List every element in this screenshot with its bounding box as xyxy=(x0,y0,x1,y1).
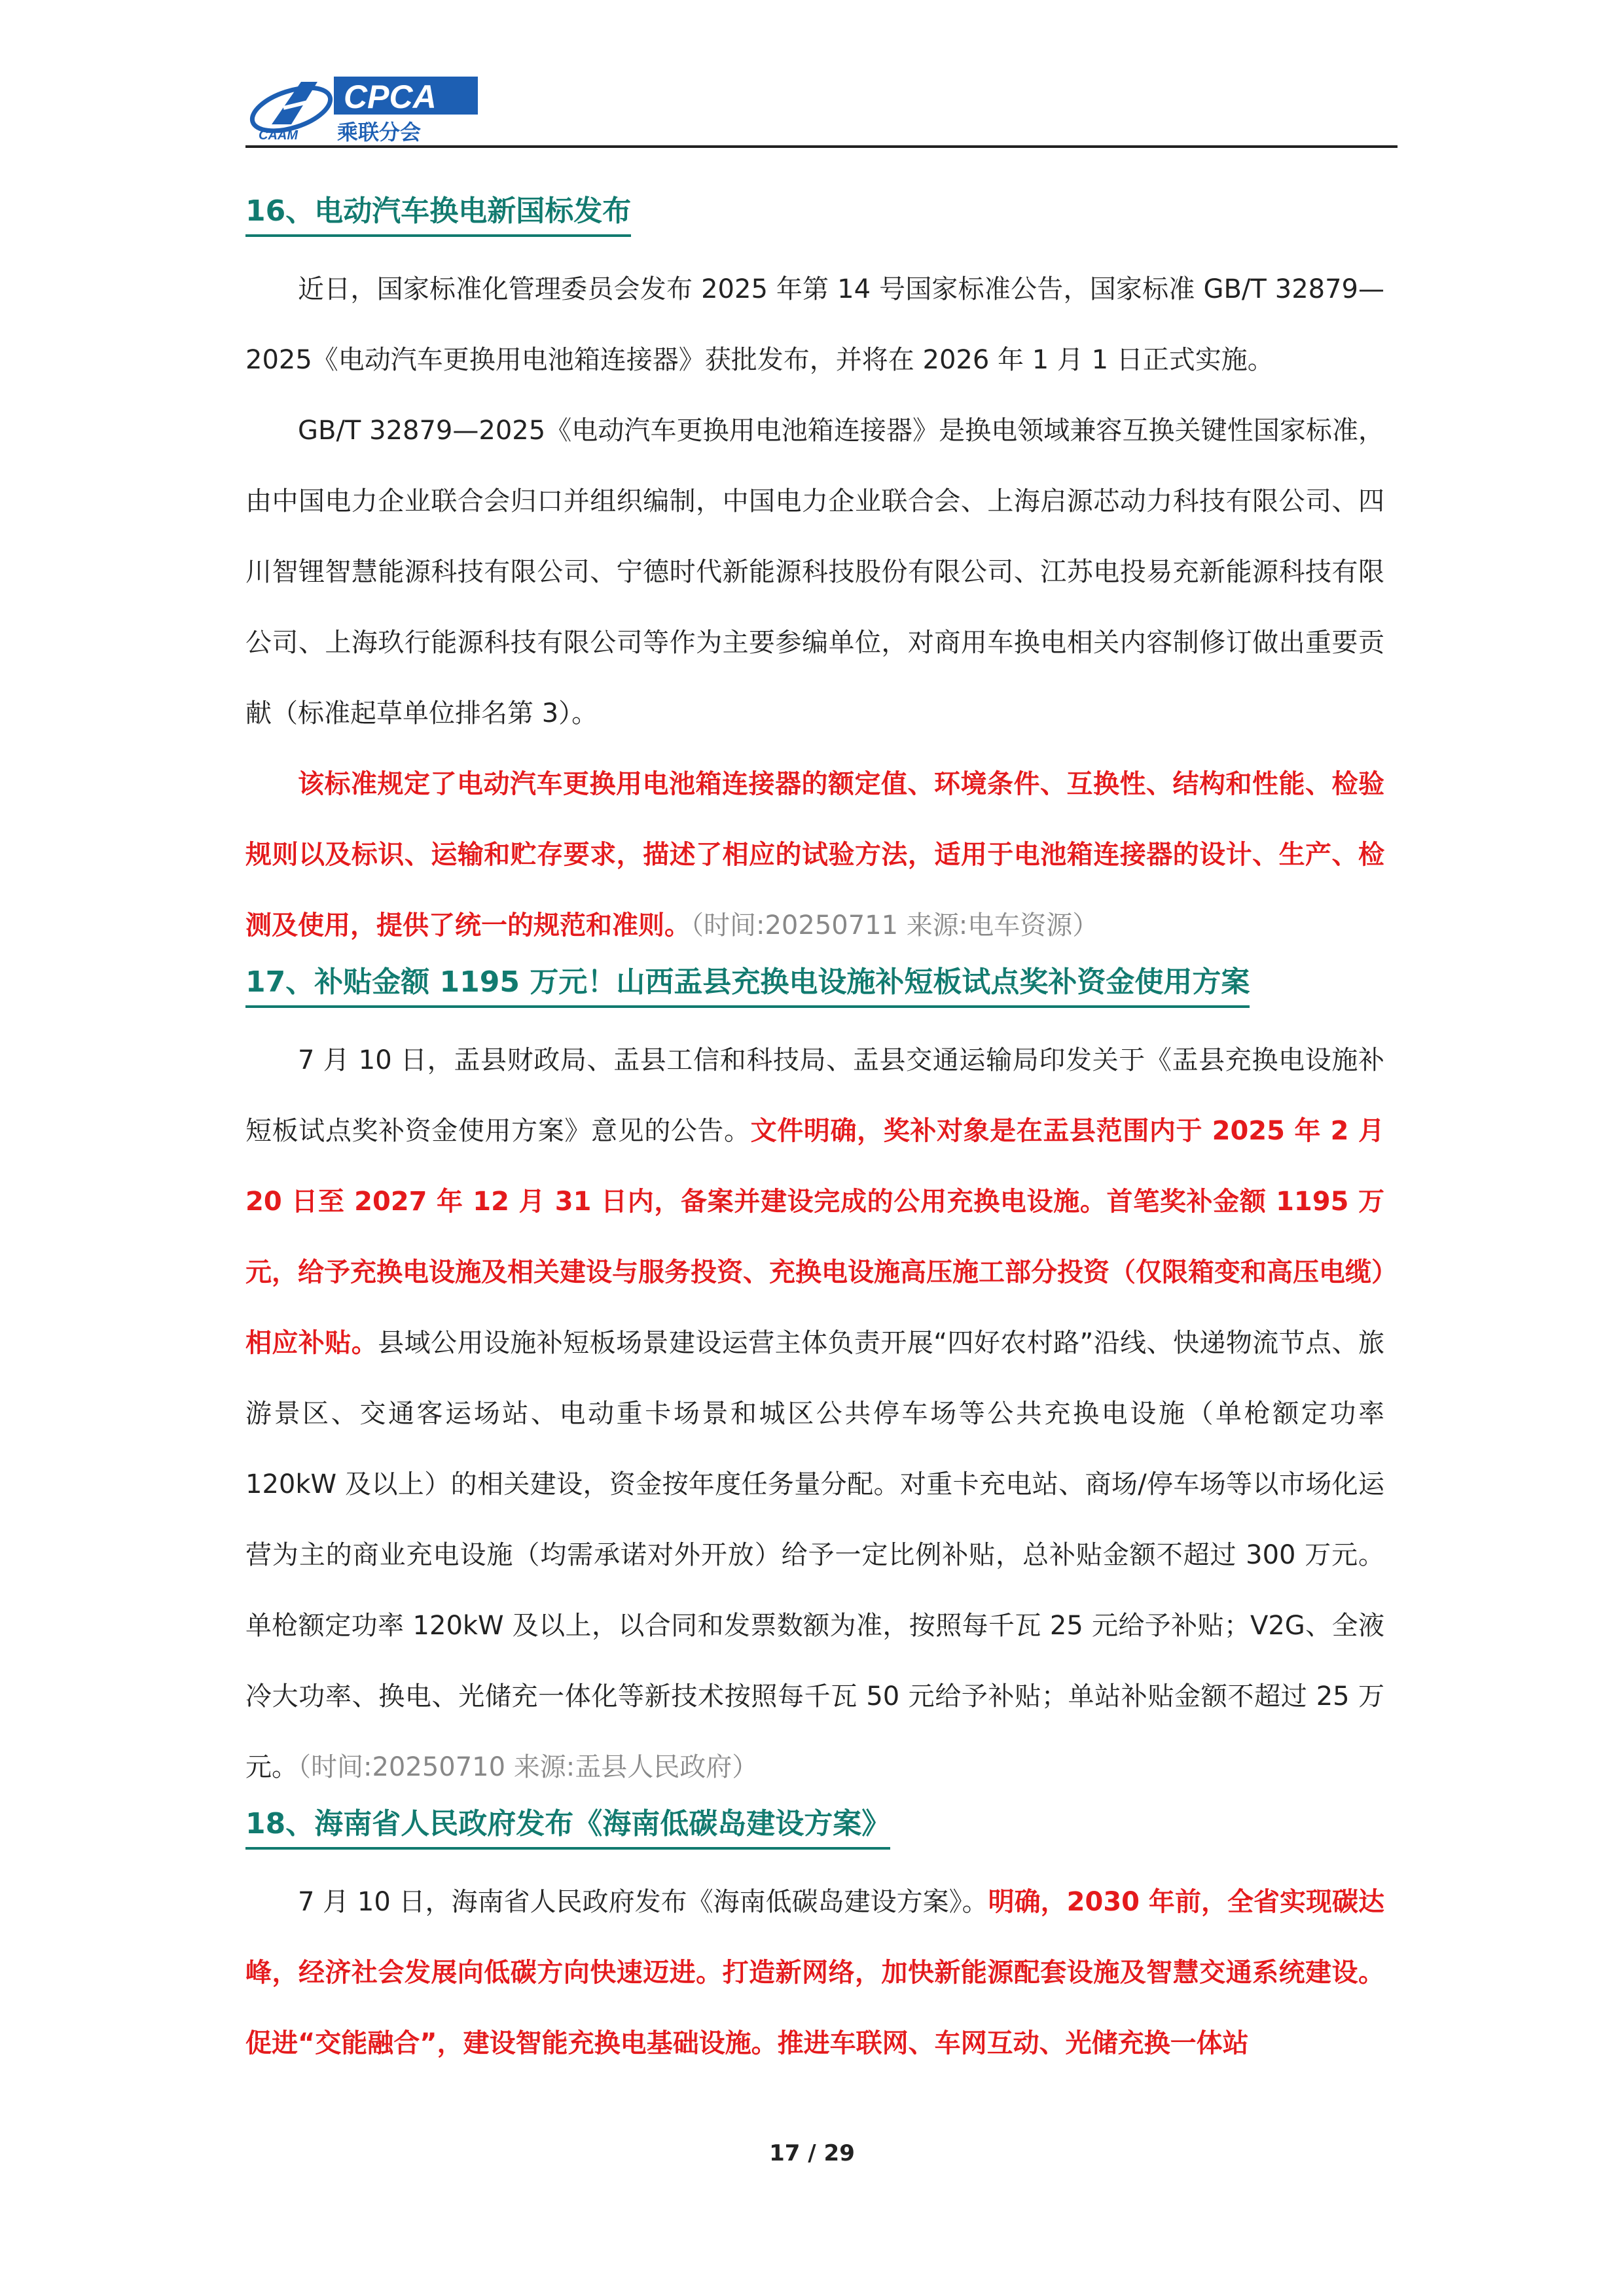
section xyxy=(245,1803,1384,1850)
highlight-text: 该标准规定了电动汽车更换用电池箱连接器的额定值、环境条件、互换性、结构和性能、检验规则以及标识、运输和贮存要求，描述了相应的试验方法，适用于电池箱连接器的设计、生产、检测及使用，提供了统一的规范和准则。 xyxy=(245,769,1384,941)
page-header xyxy=(245,62,1398,147)
paragraph xyxy=(245,1025,1384,1803)
body-text: 县域公用设施补短板场景建设运营主体负责开展“四好农村路”沿线、快递物流节点、旅游景区、交通客运场站、电动重卡场景和城区公共停车场等公共充换电设施（单枪额定功率 120kW 及以上）的相关建设，资金按年度任务量分配。对重卡充电站、商场/停车场等以市场化运营为主的商业充电设施（均需承诺对外开放）给予一定比例补贴，总补贴金额不超过 300 万元。单枪额定功率 120kW 及以上，以合同和发票数额为准，按照每千瓦 25 元给予补贴；V2G、全液冷大功率、换电、光储充一体化等新技术按照每千瓦 50 元给予补贴；单站补贴金额不超过 25 万元。 xyxy=(245,1328,1385,1782)
body-text: 近日，国家标准化管理委员会发布 2025 年第 14 号国家标准公告，国家标准 GB/T 32879—2025《电动汽车更换用电池箱连接器》获批发布，并将在 2026 年 1 月 1 日正式实施。 xyxy=(245,274,1384,375)
document-body xyxy=(245,190,1384,2079)
paragraph xyxy=(245,395,1384,749)
svg-text:CPCA: CPCA xyxy=(344,79,437,115)
highlight-text: 明确，2030 年前，全省实现碳达峰，经济社会发展向低碳方向快速迈进。打造新网络，加快新能源配套设施及智慧交通系统建设。促进“交能融合”，建设智能充换电基础设施。推进车联网、车网互动、光储充换一体站 xyxy=(245,1887,1384,2058)
svg-text:CAAM: CAAM xyxy=(259,128,298,143)
paragraph xyxy=(245,749,1384,961)
highlight-text: 文件明确，奖补对象是在盂县范围内于 2025 年 2 月 20 日至 2027 年 12 月 31 日内，备案并建设完成的公用充换电设施。首笔奖补金额 1195 万元，给予充换电设施及相关建设与服务投资、充换电设施高压施工部分投资（仅限箱变和高压电缆）相应补贴。 xyxy=(245,1116,1385,1358)
section-title: 18、海南省人民政府发布《海南低碳岛建设方案》 xyxy=(245,1803,890,1850)
cpca-logo xyxy=(245,62,481,144)
svg-text:乘联分会: 乘联分会 xyxy=(337,120,422,144)
body-text: 7 月 10 日，盂县财政局、盂县工信和科技局、盂县交通运输局印发关于《盂县充换电设施补短板试点奖补资金使用方案》意见的公告。 xyxy=(245,1045,1384,1146)
header-divider xyxy=(245,145,1398,148)
page-number: 17 / 29 xyxy=(769,2140,855,2166)
body-text: GB/T 32879—2025《电动汽车更换用电池箱连接器》是换电领域兼容互换关键性国家标准，由中国电力企业联合会归口并组织编制，中国电力企业联合会、上海启源芯动力科技有限公司、四川智锂智慧能源科技有限公司、宁德时代新能源科技股份有限公司、江苏电投易充新能源科技有限公司、上海玖行能源科技有限公司等作为主要参编单位，对商用车换电相关内容制修订做出重要贡献（标准起草单位排名第 3）。 xyxy=(245,416,1384,728)
section xyxy=(245,961,1384,1008)
paragraph xyxy=(245,1867,1384,2079)
section-title: 16、电动汽车换电新国标发布 xyxy=(245,190,631,237)
section xyxy=(245,190,1384,237)
source-note: （时间:20250710 来源:盂县人民政府） xyxy=(298,1752,759,1782)
section-title: 17、补贴金额 1195 万元！山西盂县充换电设施补短板试点奖补资金使用方案 xyxy=(245,961,1250,1008)
source-note: （时间:20250711 来源:电车资源） xyxy=(691,910,1099,941)
body-text: 7 月 10 日，海南省人民政府发布《海南低碳岛建设方案》。 xyxy=(298,1887,988,1917)
paragraph xyxy=(245,254,1384,395)
